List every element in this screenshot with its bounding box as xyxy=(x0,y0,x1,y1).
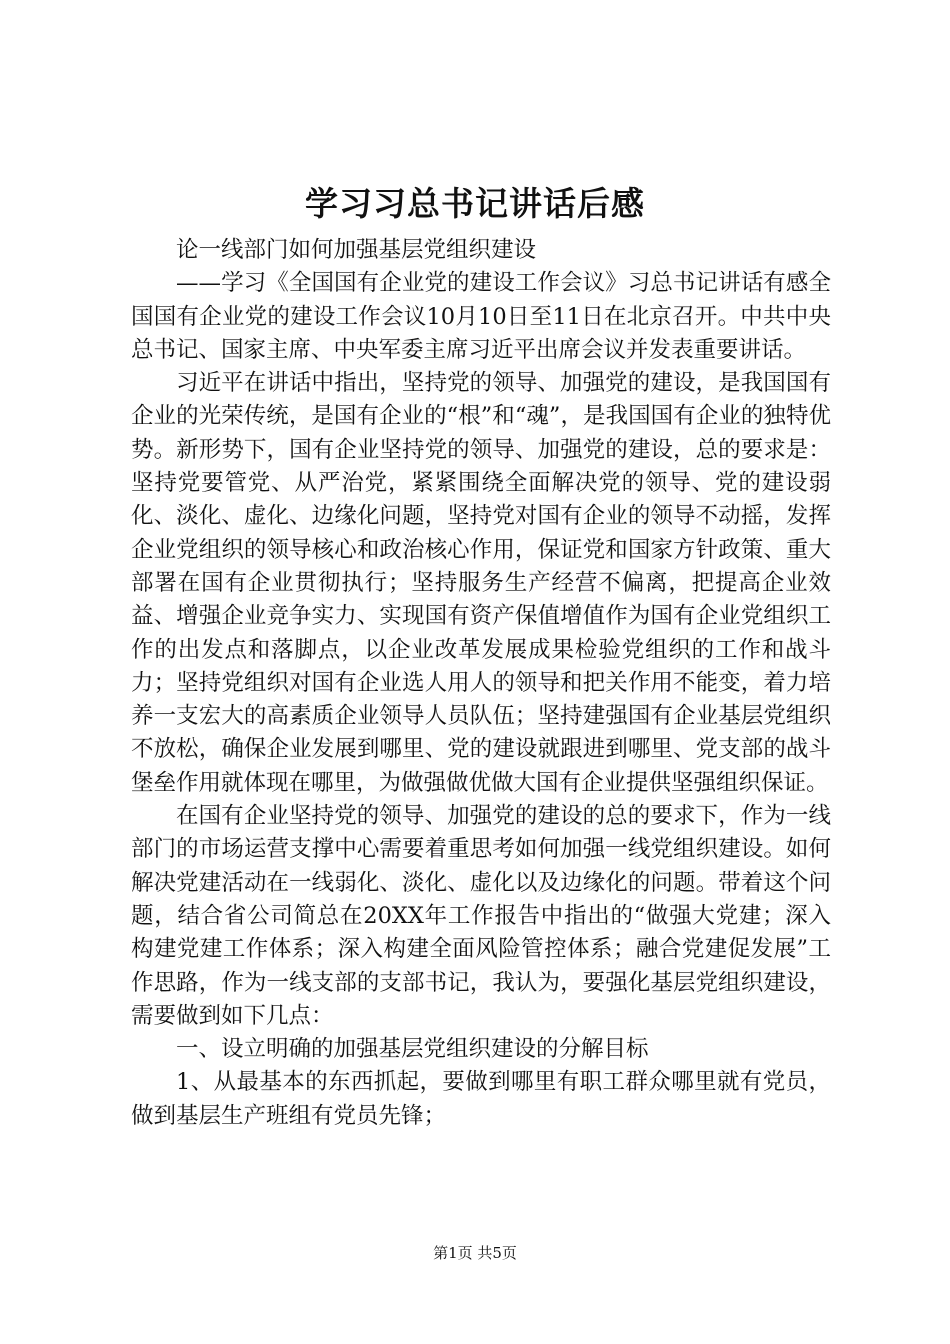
paragraph-speech-summary: 习近平在讲话中指出，坚持党的领导、加强党的建设，是我国国有企业的光荣传统，是国有企业的“根”和“魂”，是我国国有企业的独特优势。新形势下，国有企业坚持党的领导、加强党的建设，总的要求是：坚持党要管党、从严治党，紧紧围绕全面解决党的领导、党的建设弱化、淡化、虚化、边缘化问题，坚持党对国有企业的领导不动摇，发挥企业党组织的领导核心和政治核心作用，保证党和国家方针政策、重大部署在国有企业贯彻执行；坚持服务生产经营不偏离，把提高企业效益、增强企业竞争实力、实现国有资产保值增值作为国有企业党组织工作的出发点和落脚点，以企业改革发展成果检验党组织的工作和战斗力；坚持党组织对国有企业选人用人的领导和把关作用不能变，着力培养一支宏大的高素质企业领导人员队伍；坚持建强国有企业基层党组织不放松，确保企业发展到哪里、党的建设就跟进到哪里、党支部的战斗堡垒作用就体现在哪里，为做强做优做大国有企业提供坚强组织保证。 xyxy=(131,370,831,796)
page-footer: 第1页 共5页 xyxy=(433,1244,517,1262)
paragraph-item-1: 1、从最基本的东西抓起，要做到哪里有职工群众哪里就有党员，做到基层生产班组有党员先锋； xyxy=(131,1069,831,1129)
paragraph-intro: ——学习《全国国有企业党的建设工作会议》习总书记讲话有感全国国有企业党的建设工作会议10月10日至11日在北京召开。中共中央总书记、国家主席、中央军委主席习近平出席会议并发表重要讲话。 xyxy=(131,270,831,363)
document-body xyxy=(131,234,831,1133)
document-title: 学习习总书记讲话后感 xyxy=(305,184,645,223)
paragraph-frontline-thinking: 在国有企业坚持党的领导、加强党的建设的总的要求下，作为一线部门的市场运营支撑中心需要着重思考如何加强一线党组织建设。如何解决党建活动在一线弱化、淡化、虚化以及边缘化的问题。带着这个问题，结合省公司简总在20XX年工作报告中指出的“做强大党建；深入构建党建工作体系；深入构建全面风险管控体系；融合党建促发展”工作思路，作为一线支部的支部书记，我认为，要强化基层党组织建设，需要做到如下几点： xyxy=(131,803,831,1029)
paragraph-section-heading: 一、设立明确的加强基层党组织建设的分解目标 xyxy=(176,1036,649,1063)
paragraph-subtitle: 论一线部门如何加强基层党组织建设 xyxy=(176,237,537,263)
